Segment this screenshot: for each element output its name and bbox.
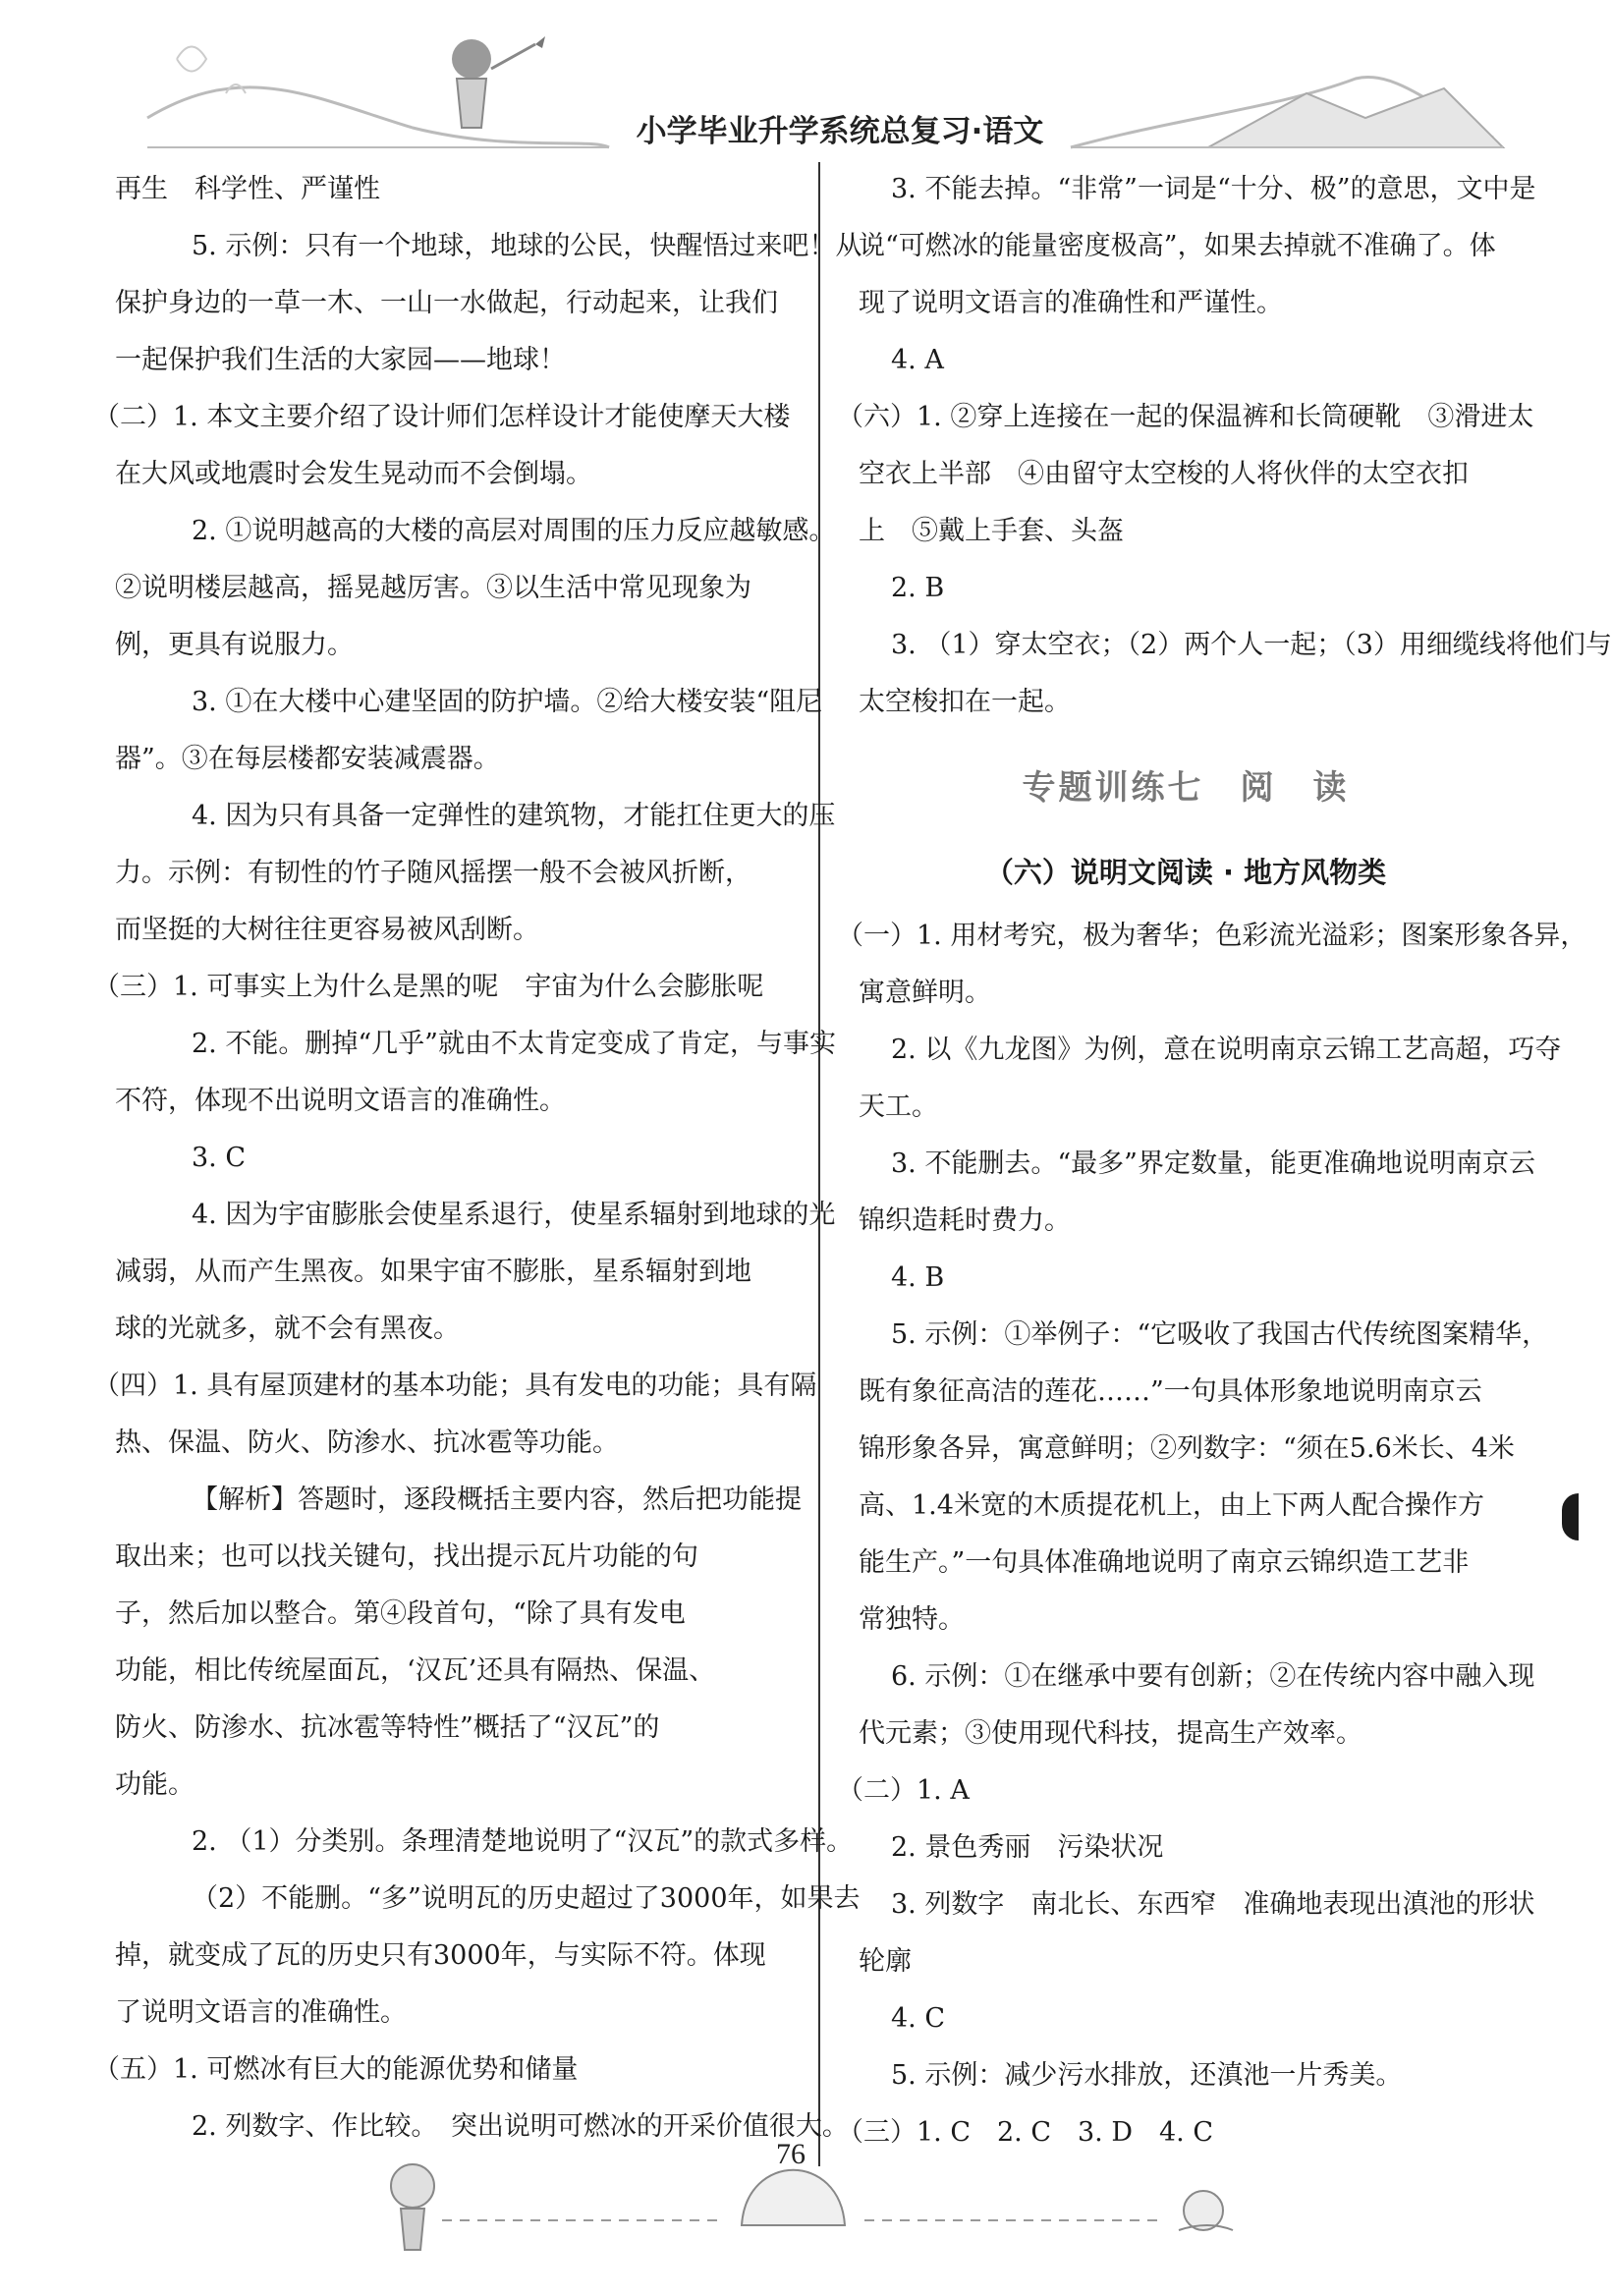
right-column-top [837, 161, 1612, 731]
answer-line: 3. 列数字 南北长、东西窄 准确地表现出滇池的形状 [891, 1889, 1535, 1920]
answer-line: 2. 景色秀丽 污染状况 [891, 1832, 1164, 1863]
answer-line: 5. 示例：只有一个地球，地球的公民，快醒悟过来吧！从 [192, 231, 862, 261]
answer-line: 4. 因为只有具备一定弹性的建筑物，才能扛住更大的压 [192, 801, 836, 831]
answer-line: 一起保护我们生活的大家园——地球！ [115, 345, 566, 375]
answer-line: 3. 不能删去。“最多”界定数量，能更准确地说明南京云 [891, 1148, 1535, 1179]
answer-line: 功能。 [115, 1769, 195, 1800]
answer-line: （三）1. C 2. C 3. D 4. C [837, 2117, 1213, 2148]
answer-line: 防火、防渗水、抗冰雹等特性”概括了“汉瓦”的 [115, 1712, 660, 1743]
answer-line: 4. A [891, 345, 944, 375]
answer-line: 掉，就变成了瓦的历史只有3000年，与实际不符。体现 [115, 1940, 766, 1971]
section-title: 专题训练七 阅 读 [1022, 768, 1350, 808]
answer-line: 器”。③在每层楼都安装减震器。 [115, 744, 500, 774]
answer-line: 空衣上半部 ④由留守太空梭的人将伙伴的太空衣扣 [859, 459, 1469, 489]
answer-line: 2. B [891, 573, 945, 603]
answer-line: 高、1.4米宽的木质提花机上，由上下两人配合操作方 [859, 1490, 1484, 1521]
answer-line: 取出来；也可以找关键句，找出提示瓦片功能的句 [115, 1541, 698, 1572]
answer-line: （一）1. 用材考究，极为奢华；色彩流光溢彩；图案形象各异， [837, 921, 1587, 951]
answer-line: （四）1. 具有屋顶建材的基本功能；具有发电的功能；具有隔 [93, 1371, 817, 1401]
answer-line: 5. 示例：减少污水排放，还滇池一片秀美。 [891, 2060, 1403, 2091]
answer-line: （三）1. 可事实上为什么是黑的呢 宇宙为什么会膨胀呢 [93, 972, 764, 1002]
answer-line: 球的光就多，就不会有黑夜。 [115, 1314, 460, 1344]
answer-line: 轮廓 [859, 1946, 912, 1977]
answer-line: 锦织造耗时费力。 [859, 1205, 1071, 1236]
answer-line: 2. 不能。删掉“几乎”就由不太肯定变成了肯定，与事实 [192, 1029, 836, 1059]
page-number: 76 [776, 2138, 806, 2170]
answer-line: 4. 因为宇宙膨胀会使星系退行，使星系辐射到地球的光 [192, 1200, 836, 1230]
page-edge-tab [1562, 1493, 1579, 1540]
answer-line: 力。示例：有韧性的竹子随风摇摆一般不会被风折断， [115, 858, 751, 888]
answer-line: 寓意鲜明。 [859, 978, 991, 1008]
answer-line: 现了说明文语言的准确性和严谨性。 [859, 288, 1283, 318]
answer-line: 4. C [891, 2003, 946, 2034]
answer-line: 例，更具有说服力。 [115, 630, 354, 660]
answer-line: 2. 列数字、作比较。 突出说明可燃冰的开采价值很大。 [192, 2111, 849, 2142]
answer-line: 2. 以《九龙图》为例，意在说明南京云锦工艺高超，巧夺 [891, 1035, 1562, 1065]
answer-line: （五）1. 可燃冰有巨大的能源优势和储量 [93, 2054, 579, 2085]
answer-line: 说“可燃冰的能量密度极高”，如果去掉就不准确了。体 [859, 231, 1496, 261]
answer-line: （二）1. A [837, 1775, 970, 1806]
answer-line: 在大风或地震时会发生晃动而不会倒塌。 [115, 459, 592, 489]
answer-line: 5. 示例：①举例子：“它吸收了我国古代传统图案精华， [891, 1319, 1549, 1350]
answer-line: 天工。 [859, 1092, 938, 1122]
answer-line: 太空梭扣在一起。 [859, 687, 1071, 717]
answer-line: 再生 科学性、严谨性 [115, 174, 380, 204]
answer-line: 保护身边的一草一木、一山一水做起，行动起来，让我们 [115, 288, 778, 318]
page-header [0, 0, 1579, 162]
answer-line: 减弱，从而产生黑夜。如果宇宙不膨胀，星系辐射到地 [115, 1257, 751, 1287]
answer-line: 【解析】答题时，逐段概括主要内容，然后把功能提 [192, 1484, 802, 1515]
running-title: 小学毕业升学系统总复习·语文 [636, 114, 1044, 149]
answer-line: 子，然后加以整合。第④段首句，“除了具有发电 [115, 1598, 686, 1629]
answer-line: 2. （1）分类别。条理清楚地说明了“汉瓦”的款式多样。 [192, 1826, 854, 1857]
sub-title: （六）说明文阅读 · 地方风物类 [984, 856, 1387, 889]
answer-line: 功能，相比传统屋面瓦，‘汉瓦’还具有隔热、保温、 [115, 1655, 716, 1686]
answer-line: 热、保温、防火、防渗水、抗冰雹等功能。 [115, 1428, 619, 1458]
answer-line: 代元素；③使用现代科技，提高生产效率。 [859, 1718, 1362, 1749]
answer-line: （二）1. 本文主要介绍了设计师们怎样设计才能使摩天大楼 [93, 402, 791, 432]
answer-line: 4. B [891, 1262, 945, 1293]
answer-line: 2. ①说明越高的大楼的高层对周围的压力反应越敏感。 [192, 516, 836, 546]
right-column [837, 161, 1612, 2161]
answer-line: 能生产。”一句具体准确地说明了南京云锦织造工艺非 [859, 1547, 1470, 1578]
answer-line: 3. 不能去掉。“非常”一词是“十分、极”的意思，文中是 [891, 174, 1536, 204]
answer-line: 3. （1）穿太空衣；（2）两个人一起；（3）用细缆线将他们与 [891, 630, 1612, 660]
answer-line: 常独特。 [859, 1604, 965, 1635]
answer-line: 锦形象各异，寓意鲜明；②列数字：“须在5.6米长、4米 [859, 1433, 1515, 1464]
answer-line: 不符，体现不出说明文语言的准确性。 [115, 1086, 566, 1116]
answer-line: 3. ①在大楼中心建坚固的防护墙。②给大楼安装“阻尼 [192, 687, 823, 717]
answer-line: 了说明文语言的准确性。 [115, 1997, 407, 2028]
answer-line: 既有象征高洁的莲花……”一句具体形象地说明南京云 [859, 1376, 1482, 1407]
answer-line: 3. C [192, 1143, 247, 1173]
answer-line: 6. 示例：①在继承中要有创新；②在传统内容中融入现 [891, 1661, 1535, 1692]
answer-line: ②说明楼层越高，摇晃越厉害。③以生活中常见现象为 [115, 573, 751, 603]
answer-line: （六）1. ②穿上连接在一起的保温裤和长筒硬靴 ③滑进太 [837, 402, 1534, 432]
answer-line: 而坚挺的大树往往更容易被风刮断。 [115, 915, 539, 945]
answer-line: 上 ⑤戴上手套、头盔 [859, 516, 1124, 546]
left-column [93, 161, 862, 2156]
answer-line: （2）不能删。“多”说明瓦的历史超过了3000年，如果去 [192, 1883, 861, 1914]
right-column-bottom [837, 908, 1587, 2161]
